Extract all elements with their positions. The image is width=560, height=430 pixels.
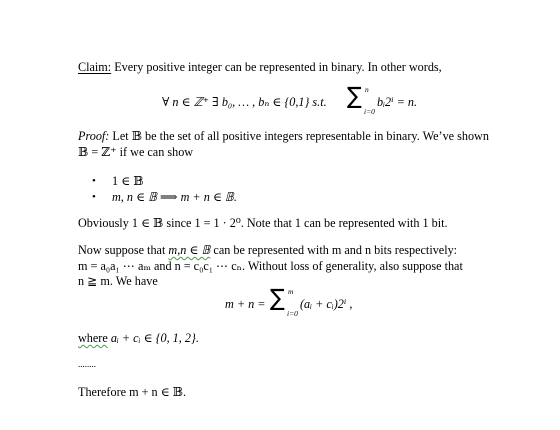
- bullet-dot-2: •: [92, 191, 96, 203]
- formula-2-upper: m: [288, 287, 294, 296]
- obviously-line: Obviously 1 ∈ 𝔹 since 1 = 1 · 2⁰. Note that 1 can be represented with 1 bit.: [78, 216, 448, 230]
- formula-1-sigma: ∑: [347, 83, 362, 110]
- formula-1-lower: i=0: [364, 107, 375, 116]
- spellcheck-underlined-text: m,n ∈ 𝔹: [168, 243, 211, 257]
- now-line-1: Now suppose that m,n ∈ 𝔹 can be represented with m and n bits respectively:: [78, 243, 458, 257]
- where-word: where: [78, 331, 108, 345]
- formula-2-right: (aᵢ + cᵢ)2ⁱ ,: [300, 297, 353, 311]
- formula-2-lower: i=0: [287, 309, 298, 318]
- proof-line-2: 𝔹 = ℤ⁺ if we can show: [78, 145, 194, 159]
- formula-1-upper: n: [365, 85, 369, 94]
- where-line: [78, 332, 199, 344]
- proof-label: Proof:: [78, 129, 110, 143]
- formula-2-left: m + n =: [225, 297, 266, 311]
- now-line-2: m = a₀a₁ ⋯ aₘ and n = c₀c₁ ⋯ cₙ. Without loss of generality, also suppose that: [78, 259, 463, 273]
- now-line-3: n ≧ m. We have: [78, 274, 158, 288]
- ellipsis: ........: [78, 359, 96, 369]
- proof-text: Let 𝔹 be the set of all positive integers representable in binary. We’ve shown: [109, 129, 489, 143]
- where-rest: aᵢ + cᵢ ∈ {0, 1, 2}.: [107, 331, 199, 345]
- claim-label: Claim:: [78, 60, 112, 74]
- bullet-text-1: 1 ∈ 𝔹: [112, 174, 144, 188]
- bullet-text-2: m, n ∈ 𝔹 ⟹ m + n ∈ 𝔹.: [112, 190, 237, 204]
- formula-1-left: ∀ n ∈ ℤ⁺ ∃ b₀, … , bₙ ∈ {0,1} s.t.: [162, 95, 327, 109]
- therefore-line: Therefore m + n ∈ 𝔹.: [78, 385, 187, 399]
- claim-text: Every positive integer can be represented in binary. In other words,: [111, 60, 442, 74]
- formula-2-sigma: ∑: [270, 285, 285, 312]
- proof-line-1: [78, 130, 489, 142]
- claim-line: [78, 61, 442, 73]
- formula-1-right: bᵢ2ⁱ = n.: [377, 95, 418, 109]
- bullet-dot-1: •: [92, 175, 96, 187]
